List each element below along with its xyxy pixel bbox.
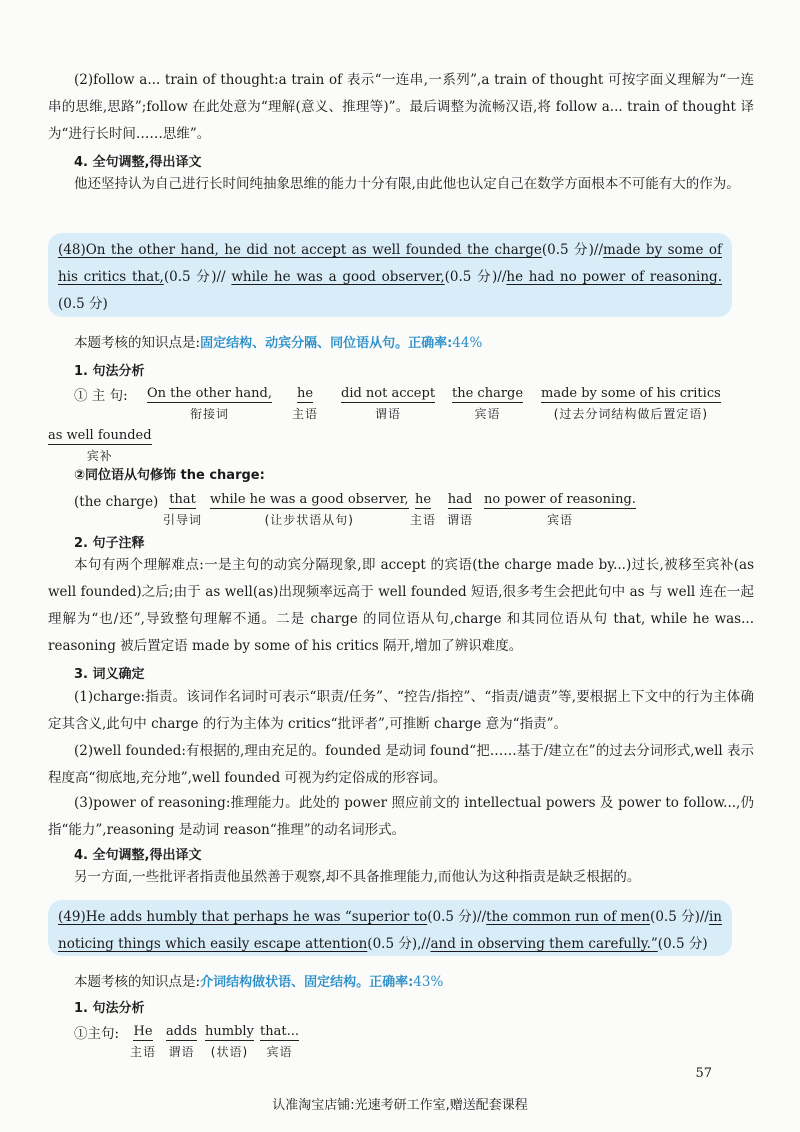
question-49-box	[48, 900, 732, 956]
accuracy-rate: 43%	[413, 974, 444, 990]
translation-47: 他还坚持认为自己进行长时间纯抽象思维的能力十分有限,由此他也认定自己在数学方面根本不可能有大的作为。	[74, 176, 740, 192]
q48-score-2: (0.5 分)//	[163, 269, 232, 285]
q49-segment-3: in noticing things which easily escape attention	[58, 909, 722, 952]
knowledge-prefix: 本题考核的知识点是:	[74, 335, 201, 351]
segment-that: that... 宾语	[260, 1024, 299, 1059]
knowledge-prefix: 本题考核的知识点是:	[74, 974, 201, 990]
q48-segment-2: made by some of his critics that,	[58, 242, 723, 285]
q49-score-4: (0.5 分)	[657, 936, 708, 952]
word-well-founded: (2)well founded:有根据的,理由充足的。founded 是动词 found“把……基于/建立在”的过去分词形式,well 表示程度高“彻底地,充分地”,well founded 可视为约定俗成的形容词。	[48, 743, 754, 786]
segment-object: the charge 宾语	[452, 386, 524, 421]
segment-he: He 主语	[130, 1024, 157, 1059]
segment-conjunction: that 引导词	[163, 492, 203, 527]
q48-segment-1: (48)On the other hand, he did not accept as well founded the charge	[58, 242, 542, 258]
heading-sentence-adjust-2: 4. 全句调整,得出译文	[74, 848, 202, 863]
question-48-box	[48, 233, 732, 317]
q48-segment-3: while he was a good observer,	[231, 269, 445, 285]
q49-segment-1: (49)He adds humbly that perhaps he was “superior to	[58, 909, 428, 925]
segment-subject-2: he 主语	[410, 492, 437, 527]
footer-text: 认准淘宝店铺:光速考研工作室,赠送配套课程	[272, 1098, 528, 1113]
translation-48: 另一方面,一些批评者指责他虽然善于观察,却不具备推理能力,而他认为这种指责是缺乏根据的。	[74, 869, 641, 885]
main-clause-label: ① 主 句:	[74, 388, 128, 404]
appositive-clause-heading: ②同位语从句修饰 the charge:	[74, 468, 265, 483]
segment-humbly: humbly (状语)	[205, 1024, 254, 1059]
q48-segment-4: he had no power of reasoning.	[506, 269, 722, 285]
word-charge: (1)charge:指责。该词作名词时可表示“职责/任务”、“控告/指控”、“指责/谴责”等,要根据上下文中的行为主体确定其含义,此句中 charge 的行为主体为 critics“批评者”,可推断 charge 意为“指责”。	[48, 689, 754, 732]
knowledge-points-48	[74, 334, 482, 353]
heading-word-meaning: 3. 词义确定	[74, 667, 145, 682]
segment-complement: as well founded 宾补	[48, 428, 152, 463]
knowledge-points: 固定结构、动宾分隔、同位语从句。正确率:	[200, 336, 453, 351]
segment-postmodifier: made by some of his critics (过去分词结构做后置定语)	[541, 386, 721, 421]
page-number: 57	[695, 1066, 712, 1081]
segment-connector: On the other hand, 衔接词	[147, 386, 272, 421]
word-power-of-reasoning: (3)power of reasoning:推理能力。此处的 power 照应前文的 intellectual powers 及 power to follow...,仍指“能力”,reasoning 是动词 reason“推理”的动名词形式。	[48, 795, 754, 838]
segment-predicate-2: had 谓语	[447, 492, 474, 527]
appositive-prefix: (the charge)	[74, 494, 159, 510]
sentence-notes: 本句有两个理解难点:一是主句的动宾分隔现象,即 accept 的宾语(the charge made by...)过长,被移至宾补(as well founded)之后;由于 as well(as)出现频率远高于 well founded 短语,很多考生会把此句中 as 与 well 连在一起理解为“也/还”,导致整句理解不通。二是 charge 的同位语从句,charge 和其同位语从句 that, while he was... reasoning 被后置定语 made by some of his critics 隔开,增加了辨识难度。	[48, 557, 754, 654]
q49-score-2: (0.5 分)//	[650, 909, 709, 925]
segment-object-2: no power of reasoning. 宾语	[484, 492, 636, 527]
q49-score-1: (0.5 分)//	[427, 909, 487, 925]
q48-score-4: (0.5 分)	[58, 296, 108, 312]
main-clause-label-2: ①主句:	[74, 1026, 120, 1042]
q48-score-1: (0.5 分)//	[541, 242, 604, 258]
knowledge-points: 介词结构做状语、固定结构。正确率:	[200, 975, 414, 990]
paragraph-follow: (2)follow a... train of thought:a train of 表示“一连串,一系列”,a train of thought 可按字面义理解为“一连串的思维,思路”;follow 在此处意为“理解(意义、推理等)”。最后调整为流畅汉语,将 follow a... train of thought 译为“进行长时间……思维”。	[48, 72, 754, 142]
heading-sentence-adjust: 4. 全句调整,得出译文	[74, 155, 202, 170]
q49-score-3: (0.5 分),//	[367, 936, 431, 952]
accuracy-rate: 44%	[452, 335, 483, 351]
q48-score-3: (0.5 分)//	[444, 269, 507, 285]
heading-sentence-notes: 2. 句子注释	[74, 536, 145, 551]
heading-syntax-analysis-2: 1. 句法分析	[74, 1001, 145, 1016]
heading-syntax-analysis: 1. 句法分析	[74, 364, 145, 379]
segment-concessive-clause: while he was a good observer, (让步状语从句)	[210, 492, 409, 527]
segment-subject: he 主语	[292, 386, 319, 421]
knowledge-points-49	[74, 973, 443, 992]
q49-segment-4: and in observing them carefully.”	[430, 936, 658, 952]
q49-segment-2: the common run of men	[486, 909, 651, 925]
segment-adds: adds 谓语	[166, 1024, 198, 1059]
segment-predicate: did not accept 谓语	[341, 386, 436, 421]
